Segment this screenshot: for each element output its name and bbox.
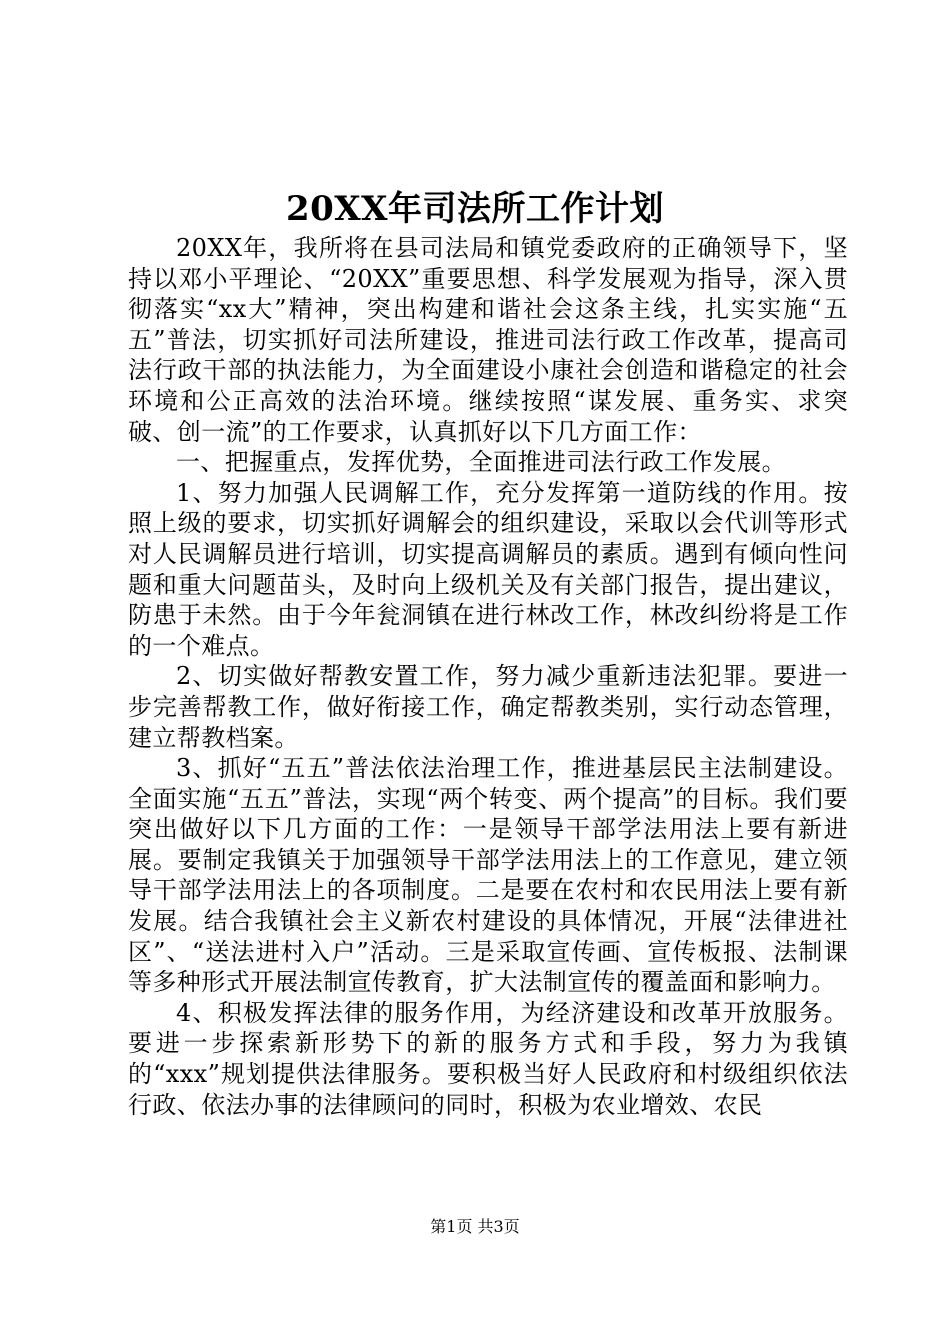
paragraph-item-3: 3、抓好“五五”普法依法治理工作，推进基层民主法制建设。全面实施“五五”普法，实现“两个转变、两个提高”的目标。我们要突出做好以下几方面的工作：一是领导干部学法用法上要有新进展。要制定我镇关于加强领导干部学法用法上的工作意见，建立领导干部学法用法上的各项制度。二是要在农村和农民用法上要有新发展。结合我镇社会主义新农村建设的具体情况，开展“法律进社区”、“送法进村入户”活动。三是采取宣传画、宣传板报、法制课等多种形式开展法制宣传教育，扩大法制宣传的覆盖面和影响力。 <box>128 754 848 997</box>
paragraph-item-2: 2、切实做好帮教安置工作，努力减少重新违法犯罪。要进一步完善帮教工作，做好衔接工作，确定帮教类别，实行动态管理，建立帮教档案。 <box>128 662 848 752</box>
paragraph-section-1-heading: 一、把握重点，发挥优势，全面推进司法行政工作发展。 <box>176 448 786 477</box>
page-number-footer: 第1页 共3页 <box>430 1217 520 1236</box>
document-title: 20XX年司法所工作计划 <box>285 189 665 229</box>
paragraph-item-4: 4、积极发挥法律的服务作用，为经济建设和改革开放服务。要进一步探索新形势下的新的服务方式和手段，努力为我镇的“xxx”规划提供法律服务。要积极当好人民政府和村级组织依法行政、依法办事的法律顾问的同时，积极为农业增效、农民 <box>128 998 848 1119</box>
paragraph-intro: 20XX年，我所将在县司法局和镇党委政府的正确领导下，坚持以邓小平理论、“20XX”重要思想、科学发展观为指导，深入贯彻落实“xx大”精神，突出构建和谐社会这条主线，扎实实施“五五”普法，切实抓好司法所建设，推进司法行政工作改革，提高司法行政干部的执法能力，为全面建设小康社会创造和谐稳定的社会环境和公正高效的法治环境。继续按照“谋发展、重务实、求突破、创一流”的工作要求，认真抓好以下几方面工作： <box>128 234 848 446</box>
document-body <box>128 233 848 1120</box>
paragraph-item-1: 1、努力加强人民调解工作，充分发挥第一道防线的作用。按照上级的要求，切实抓好调解会的组织建设，采取以会代训等形式对人民调解员进行培训，切实提高调解员的素质。遇到有倾向性问题和重大问题苗头，及时向上级机关及有关部门报告，提出建议，防患于未然。由于今年瓮洞镇在进行林改工作，林改纠纷将是工作的一个难点。 <box>128 478 848 660</box>
